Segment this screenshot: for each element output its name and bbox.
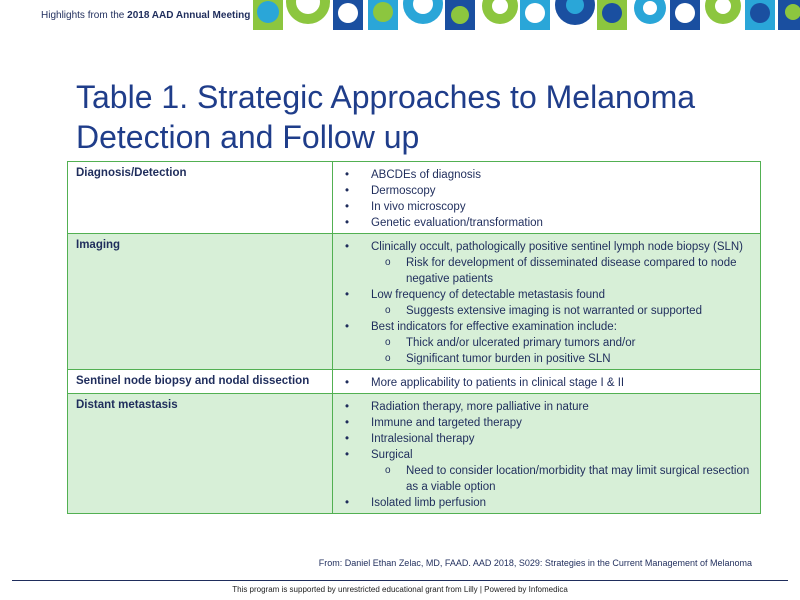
banner-circle bbox=[525, 3, 545, 23]
list-item-text: Dermoscopy bbox=[371, 185, 436, 197]
list-item-text: In vivo microscopy bbox=[371, 201, 466, 213]
sub-list-item: o Significant tumor burden in positive SLN bbox=[371, 351, 752, 367]
row-label: Distant metastasis bbox=[68, 394, 333, 514]
table-row bbox=[68, 162, 761, 234]
list-item-text: Radiation therapy, more palliative in nature bbox=[371, 401, 589, 413]
decorative-circle-banner bbox=[245, 0, 800, 32]
strategy-table bbox=[67, 161, 761, 514]
row-items bbox=[333, 370, 761, 394]
banner-circle bbox=[643, 1, 657, 15]
table-row bbox=[68, 394, 761, 514]
list-item-text: Genetic evaluation/transformation bbox=[371, 217, 543, 229]
banner-circle bbox=[675, 3, 695, 23]
list-item-text: ABCDEs of diagnosis bbox=[371, 169, 481, 181]
list-item bbox=[341, 183, 752, 199]
bullet-list bbox=[341, 399, 752, 511]
list-item bbox=[341, 399, 752, 415]
list-item-text: Best indicators for effective examination include: bbox=[371, 321, 617, 333]
header-caption bbox=[41, 10, 250, 21]
list-item-text: Isolated limb perfusion bbox=[371, 497, 487, 509]
list-item bbox=[341, 287, 752, 319]
row-items bbox=[333, 394, 761, 514]
row-items bbox=[333, 234, 761, 370]
list-item bbox=[341, 199, 752, 215]
bullet-list bbox=[341, 375, 752, 391]
row-items bbox=[333, 162, 761, 234]
banner-circle bbox=[338, 3, 358, 23]
header-meeting: 2018 AAD Annual Meeting bbox=[127, 10, 251, 21]
sub-bullet-list bbox=[371, 303, 752, 319]
bullet-list bbox=[341, 239, 752, 367]
list-item-text: Clinically occult, pathologically positive sentinel lymph node biopsy (SLN) bbox=[371, 241, 744, 253]
banner-circle bbox=[373, 2, 393, 22]
list-item bbox=[341, 375, 752, 391]
bullet-list bbox=[341, 167, 752, 231]
sub-list-item: o Need to consider location/morbidity that may limit surgical resection as a viable option bbox=[371, 463, 752, 495]
list-item bbox=[341, 167, 752, 183]
list-item-text: More applicability to patients in clinical stage I & II bbox=[371, 377, 625, 389]
footer-divider bbox=[12, 580, 788, 581]
list-item bbox=[341, 431, 752, 447]
table-row bbox=[68, 234, 761, 370]
sub-list-item: o Suggests extensive imaging is not warranted or supported bbox=[371, 303, 752, 319]
footer-text: This program is supported by unrestricted educational grant from Lilly | Powered by Infomedica bbox=[232, 585, 568, 594]
list-item bbox=[341, 239, 752, 287]
sub-bullet-list bbox=[371, 463, 752, 495]
page-title: Table 1. Strategic Approaches to Melanoma Detection and Follow up bbox=[76, 79, 696, 155]
sub-list-item: o Thick and/or ulcerated primary tumors and/or bbox=[371, 335, 752, 351]
list-item bbox=[341, 319, 752, 367]
banner-circle bbox=[451, 6, 469, 24]
list-item bbox=[341, 495, 752, 511]
source-citation: From: Daniel Ethan Zelac, MD, FAAD. AAD 2018, S029: Strategies in the Current Management of Melanoma bbox=[318, 558, 752, 568]
list-item bbox=[341, 447, 752, 495]
header-prefix: Highlights from the bbox=[41, 10, 128, 21]
banner-circle bbox=[750, 3, 770, 23]
list-item-text: Intralesional therapy bbox=[371, 433, 475, 445]
list-item-text: Surgical bbox=[371, 449, 413, 461]
list-item-text: Low frequency of detectable metastasis found bbox=[371, 289, 605, 301]
table-row bbox=[68, 370, 761, 394]
row-label: Imaging bbox=[68, 234, 333, 370]
list-item bbox=[341, 215, 752, 231]
row-label: Diagnosis/Detection bbox=[68, 162, 333, 234]
sub-bullet-list bbox=[371, 255, 752, 287]
list-item-text: Immune and targeted therapy bbox=[371, 417, 522, 429]
row-label: Sentinel node biopsy and nodal dissection bbox=[68, 370, 333, 394]
list-item bbox=[341, 415, 752, 431]
banner-circle bbox=[257, 1, 279, 23]
sub-list-item: o Risk for development of disseminated disease compared to node negative patients bbox=[371, 255, 752, 287]
sub-bullet-list bbox=[371, 335, 752, 367]
banner-circle bbox=[602, 3, 622, 23]
